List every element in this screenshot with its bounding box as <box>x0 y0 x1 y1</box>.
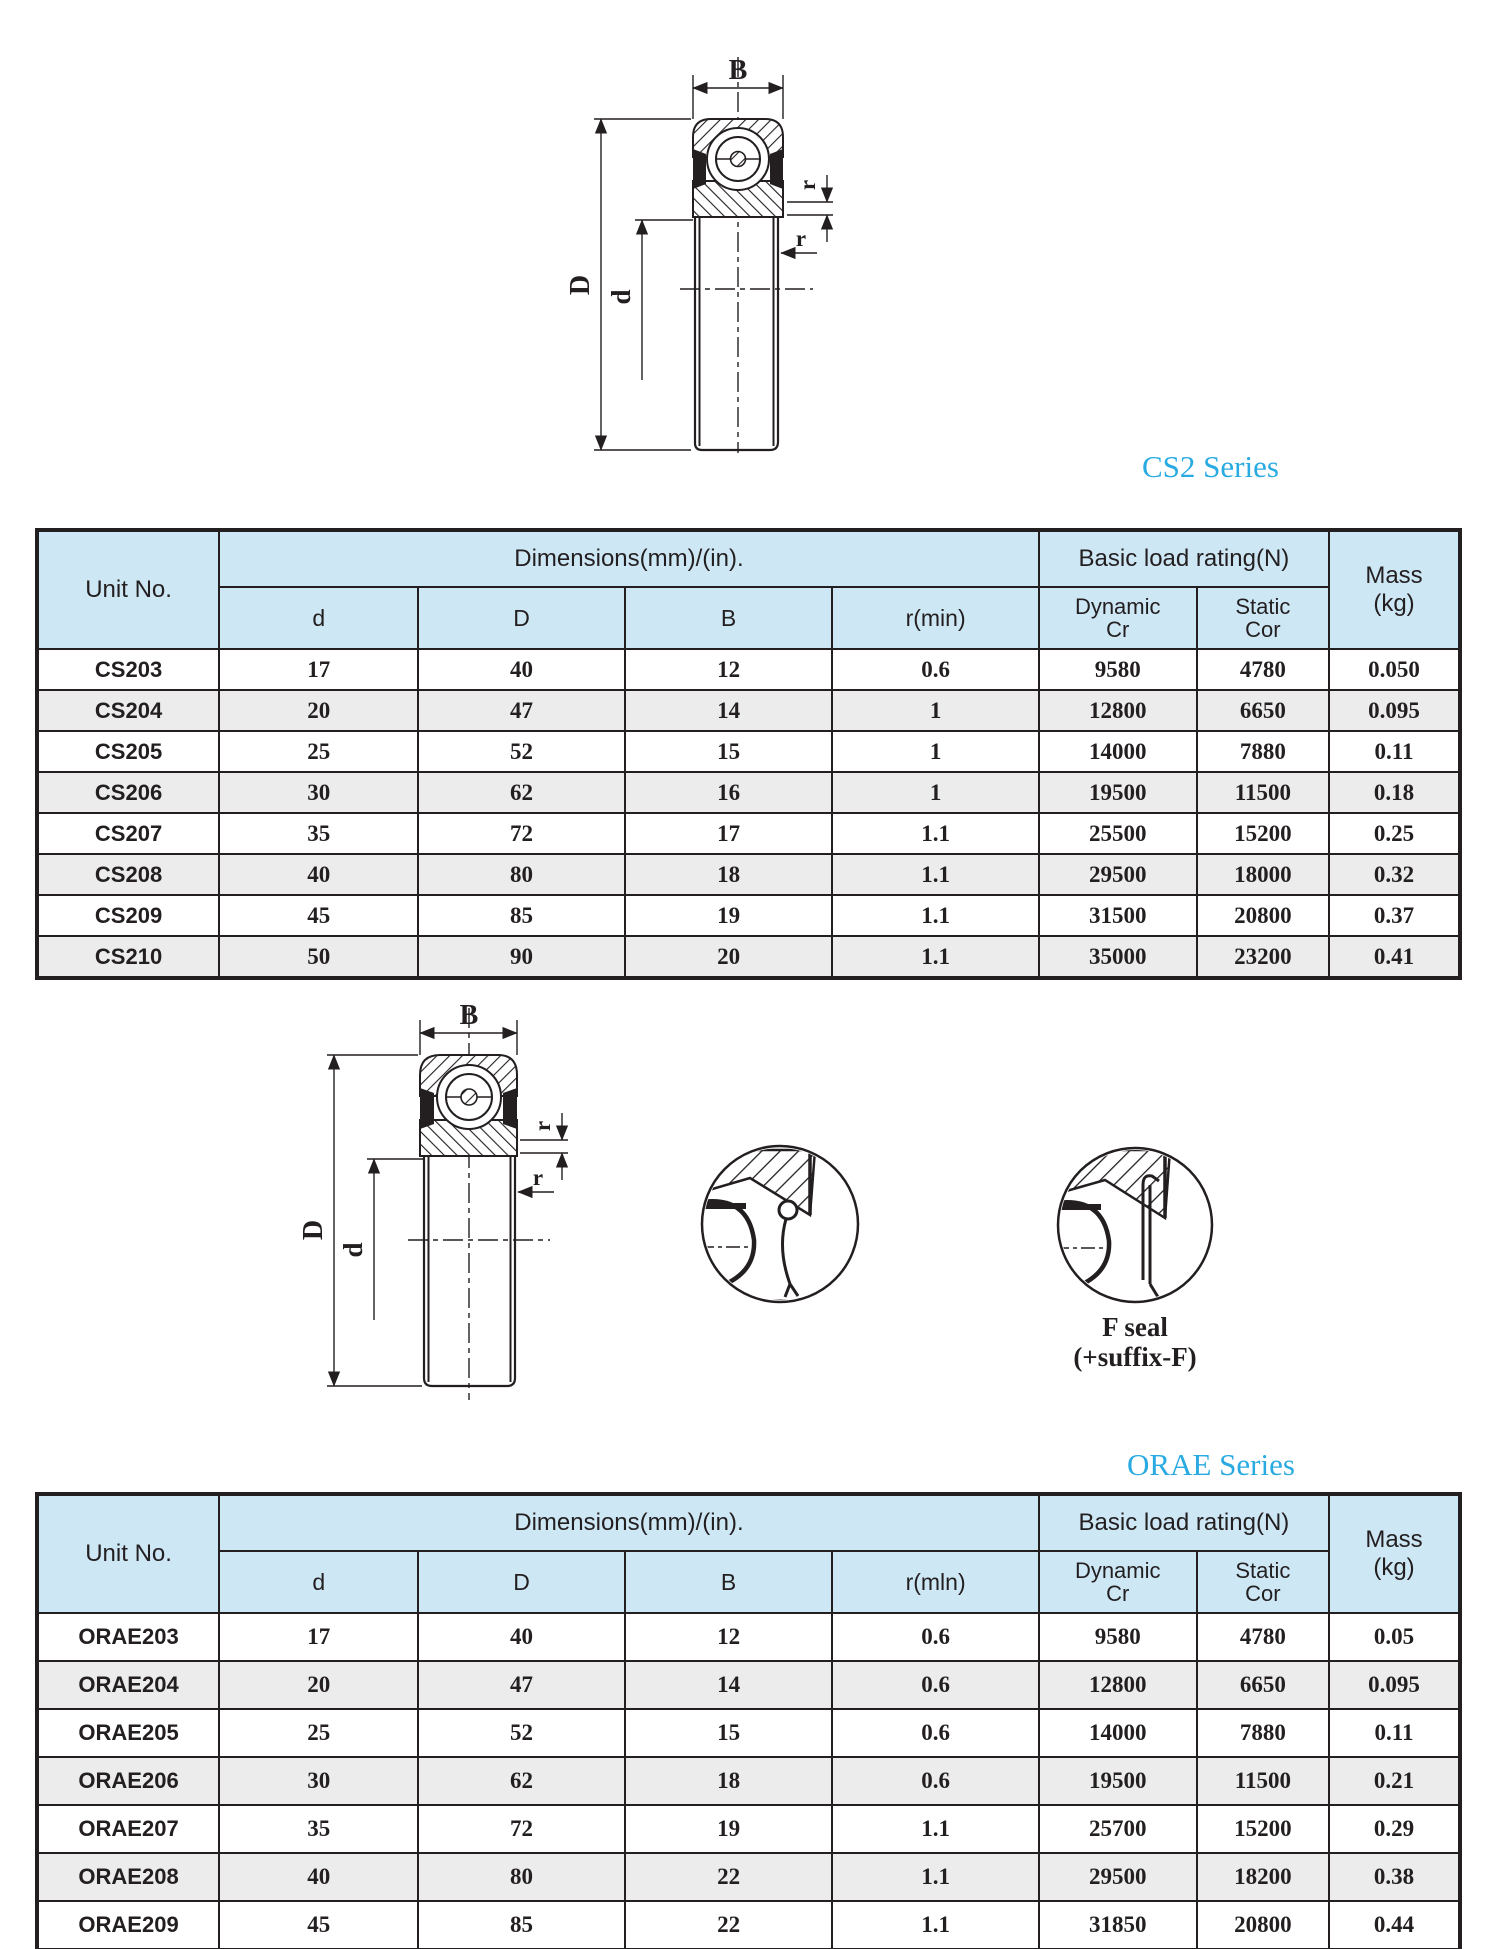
cs2-table-body <box>37 649 1460 978</box>
unit-no-cell: ORAE204 <box>37 1661 219 1709</box>
value-cell: 12 <box>625 1613 833 1661</box>
value-cell: 22 <box>625 1853 833 1901</box>
value-cell: 20 <box>219 1661 418 1709</box>
value-cell: 0.44 <box>1329 1901 1460 1949</box>
col-header-load-rating: Basic load rating(N) <box>1039 1494 1329 1551</box>
value-cell: 1.1 <box>832 1805 1038 1853</box>
value-cell: 45 <box>219 895 418 936</box>
value-cell: 25 <box>219 1709 418 1757</box>
value-cell: 80 <box>418 1853 624 1901</box>
value-cell: 31850 <box>1039 1901 1197 1949</box>
value-cell: 0.11 <box>1329 1709 1460 1757</box>
value-cell: 0.38 <box>1329 1853 1460 1901</box>
orae-series-title: ORAE Series <box>1127 1447 1295 1482</box>
table-row <box>37 1613 1460 1661</box>
value-cell: 40 <box>418 649 624 690</box>
value-cell: 47 <box>418 690 624 731</box>
unit-no-cell: CS209 <box>37 895 219 936</box>
value-cell: 80 <box>418 854 624 895</box>
col-header-dimensions: Dimensions(mm)/(in). <box>219 530 1039 587</box>
value-cell: 20800 <box>1197 1901 1329 1949</box>
value-cell: 1.1 <box>832 895 1038 936</box>
value-cell: 85 <box>418 1901 624 1949</box>
value-cell: 0.05 <box>1329 1613 1460 1661</box>
col-header-B: B <box>625 1551 833 1613</box>
mass-unit-label: (kg) <box>1373 590 1415 617</box>
value-cell: 29500 <box>1039 854 1197 895</box>
unit-no-cell: CS205 <box>37 731 219 772</box>
value-cell: 18 <box>625 1757 833 1805</box>
value-cell: 0.32 <box>1329 854 1460 895</box>
value-cell: 9580 <box>1039 1613 1197 1661</box>
col-header-unit-no: Unit No. <box>37 530 219 649</box>
unit-no-cell: CS208 <box>37 854 219 895</box>
cs2-table <box>35 528 1462 980</box>
value-cell: 47 <box>418 1661 624 1709</box>
orae-table-body <box>37 1613 1460 1949</box>
value-cell: 19 <box>625 895 833 936</box>
dim-label-B: B <box>728 55 748 86</box>
value-cell: 1.1 <box>832 1901 1038 1949</box>
ball-center <box>731 152 746 167</box>
value-cell: 19 <box>625 1805 833 1853</box>
value-cell: 9580 <box>1039 649 1197 690</box>
col-header-load-rating: Basic load rating(N) <box>1039 530 1329 587</box>
value-cell: 52 <box>418 731 624 772</box>
value-cell: 0.6 <box>832 649 1038 690</box>
value-cell: 19500 <box>1039 1757 1197 1805</box>
value-cell: 17 <box>625 813 833 854</box>
value-cell: 14000 <box>1039 1709 1197 1757</box>
cor-label: Cor <box>1245 1581 1281 1606</box>
value-cell: 18200 <box>1197 1853 1329 1901</box>
shaft-section <box>702 1305 860 1323</box>
static-label: Static <box>1235 593 1291 619</box>
unit-no-cell: ORAE209 <box>37 1901 219 1949</box>
value-cell: 50 <box>219 936 418 978</box>
table-row <box>37 895 1460 936</box>
seal-right <box>770 149 783 189</box>
value-cell: 90 <box>418 936 624 978</box>
col-header-static-cor <box>1197 1551 1329 1613</box>
cor-label: Cor <box>1245 617 1281 642</box>
value-cell: 0.11 <box>1329 731 1460 772</box>
value-cell: 19500 <box>1039 772 1197 813</box>
unit-no-cell: ORAE206 <box>37 1757 219 1805</box>
ball-center <box>461 1089 477 1105</box>
value-cell: 0.29 <box>1329 1805 1460 1853</box>
table-row <box>37 1901 1460 1949</box>
col-header-dynamic-cr <box>1039 1551 1197 1613</box>
table-row <box>37 854 1460 895</box>
cr-label: Cr <box>1106 617 1130 642</box>
dim-label-r2: r <box>795 226 807 251</box>
value-cell: 30 <box>219 1757 418 1805</box>
value-cell: 52 <box>418 1709 624 1757</box>
unit-no-cell: ORAE207 <box>37 1805 219 1853</box>
table-row <box>37 649 1460 690</box>
col-header-unit-no: Unit No. <box>37 1494 219 1613</box>
value-cell: 1.1 <box>832 813 1038 854</box>
value-cell: 62 <box>418 772 624 813</box>
seal-left <box>693 149 706 189</box>
table-row <box>37 1757 1460 1805</box>
value-cell: 30 <box>219 772 418 813</box>
value-cell: 1.1 <box>832 936 1038 978</box>
value-cell: 17 <box>219 649 418 690</box>
value-cell: 14 <box>625 1661 833 1709</box>
value-cell: 18000 <box>1197 854 1329 895</box>
unit-no-cell: ORAE203 <box>37 1613 219 1661</box>
value-cell: 6650 <box>1197 1661 1329 1709</box>
col-header-dimensions: Dimensions(mm)/(in). <box>219 1494 1039 1551</box>
value-cell: 45 <box>219 1901 418 1949</box>
mass-label: Mass <box>1365 562 1423 590</box>
dim-label-d: d <box>338 1242 368 1258</box>
dim-label-r1: r <box>530 1120 555 1132</box>
mass-unit-label: (kg) <box>1373 1554 1415 1581</box>
seal-lip-curl <box>779 1201 797 1219</box>
value-cell: 4780 <box>1197 649 1329 690</box>
value-cell: 0.21 <box>1329 1757 1460 1805</box>
value-cell: 40 <box>418 1613 624 1661</box>
value-cell: 40 <box>219 1853 418 1901</box>
f-seal-detail-circle <box>1055 1148 1212 1324</box>
value-cell: 15200 <box>1197 1805 1329 1853</box>
col-header-mass <box>1329 530 1460 649</box>
col-header-r-min: r(mln) <box>832 1551 1038 1613</box>
static-label: Static <box>1235 1557 1291 1583</box>
table-row <box>37 1661 1460 1709</box>
unit-no-cell: CS204 <box>37 690 219 731</box>
col-header-static-cor <box>1197 587 1329 649</box>
value-cell: 0.37 <box>1329 895 1460 936</box>
value-cell: 35000 <box>1039 936 1197 978</box>
value-cell: 20 <box>625 936 833 978</box>
value-cell: 14 <box>625 690 833 731</box>
value-cell: 62 <box>418 1757 624 1805</box>
value-cell: 7880 <box>1197 731 1329 772</box>
value-cell: 11500 <box>1197 772 1329 813</box>
dim-label-D: D <box>298 1219 329 1241</box>
value-cell: 12800 <box>1039 690 1197 731</box>
value-cell: 1.1 <box>832 1853 1038 1901</box>
value-cell: 25 <box>219 731 418 772</box>
col-header-B: B <box>625 587 833 649</box>
value-cell: 6650 <box>1197 690 1329 731</box>
col-header-d: d <box>219 1551 418 1613</box>
value-cell: 1 <box>832 731 1038 772</box>
value-cell: 1 <box>832 690 1038 731</box>
value-cell: 14000 <box>1039 731 1197 772</box>
col-header-D: D <box>418 587 624 649</box>
value-cell: 0.41 <box>1329 936 1460 978</box>
value-cell: 20800 <box>1197 895 1329 936</box>
dim-label-r2: r <box>532 1165 544 1190</box>
dim-label-B: B <box>459 1000 479 1031</box>
unit-no-cell: CS206 <box>37 772 219 813</box>
value-cell: 85 <box>418 895 624 936</box>
table-row <box>37 1709 1460 1757</box>
table-row <box>37 690 1460 731</box>
unit-no-cell: ORAE208 <box>37 1853 219 1901</box>
unit-no-cell: CS203 <box>37 649 219 690</box>
value-cell: 20 <box>219 690 418 731</box>
orae-bearing-drawing <box>250 1000 1220 1420</box>
col-header-D: D <box>418 1551 624 1613</box>
value-cell: 22 <box>625 1901 833 1949</box>
col-header-dynamic-cr <box>1039 587 1197 649</box>
value-cell: 35 <box>219 1805 418 1853</box>
value-cell: 18 <box>625 854 833 895</box>
f-seal-label: F seal <box>1102 1312 1168 1342</box>
bearing-cross-section <box>594 57 833 453</box>
table-row <box>37 813 1460 854</box>
table-row <box>37 1853 1460 1901</box>
unit-no-cell: CS207 <box>37 813 219 854</box>
value-cell: 12800 <box>1039 1661 1197 1709</box>
f-seal-suffix-label: (+suffix-F) <box>1073 1342 1197 1372</box>
dim-label-d: d <box>606 289 636 305</box>
value-cell: 16 <box>625 772 833 813</box>
value-cell: 0.095 <box>1329 1661 1460 1709</box>
value-cell: 0.050 <box>1329 649 1460 690</box>
col-header-mass <box>1329 1494 1460 1613</box>
value-cell: 0.6 <box>832 1661 1038 1709</box>
value-cell: 15 <box>625 731 833 772</box>
value-cell: 72 <box>418 1805 624 1853</box>
dynamic-label: Dynamic <box>1074 593 1161 619</box>
table-row <box>37 936 1460 978</box>
dim-label-r1: r <box>795 179 820 191</box>
orae-table <box>35 1492 1462 1949</box>
value-cell: 1.1 <box>832 854 1038 895</box>
value-cell: 23200 <box>1197 936 1329 978</box>
seal-right <box>503 1088 517 1129</box>
value-cell: 40 <box>219 854 418 895</box>
value-cell: 0.6 <box>832 1709 1038 1757</box>
dynamic-label: Dynamic <box>1074 1557 1161 1583</box>
cr-label: Cr <box>1106 1581 1130 1606</box>
value-cell: 0.18 <box>1329 772 1460 813</box>
value-cell: 72 <box>418 813 624 854</box>
seal-left <box>420 1088 434 1129</box>
seal-detail-circle <box>700 1146 860 1323</box>
table-row <box>37 1805 1460 1853</box>
dim-label-D: D <box>565 274 596 296</box>
value-cell: 11500 <box>1197 1757 1329 1805</box>
value-cell: 25500 <box>1039 813 1197 854</box>
value-cell: 15200 <box>1197 813 1329 854</box>
value-cell: 0.095 <box>1329 690 1460 731</box>
value-cell: 0.6 <box>832 1757 1038 1805</box>
value-cell: 7880 <box>1197 1709 1329 1757</box>
value-cell: 35 <box>219 813 418 854</box>
unit-no-cell: CS210 <box>37 936 219 978</box>
value-cell: 15 <box>625 1709 833 1757</box>
cs2-series-title: CS2 Series <box>1142 449 1279 484</box>
col-header-d: d <box>219 587 418 649</box>
cs2-bearing-drawing <box>565 45 870 465</box>
unit-no-cell: ORAE205 <box>37 1709 219 1757</box>
table-row <box>37 731 1460 772</box>
mass-label: Mass <box>1365 1526 1423 1554</box>
value-cell: 0.6 <box>832 1613 1038 1661</box>
value-cell: 29500 <box>1039 1853 1197 1901</box>
value-cell: 31500 <box>1039 895 1197 936</box>
bearing-cross-section <box>327 1008 568 1400</box>
value-cell: 4780 <box>1197 1613 1329 1661</box>
value-cell: 1 <box>832 772 1038 813</box>
sleeve <box>695 217 778 450</box>
dimension-d <box>635 220 693 380</box>
col-header-r-min: r(min) <box>832 587 1038 649</box>
value-cell: 12 <box>625 649 833 690</box>
value-cell: 17 <box>219 1613 418 1661</box>
value-cell: 25700 <box>1039 1805 1197 1853</box>
table-row <box>37 772 1460 813</box>
value-cell: 0.25 <box>1329 813 1460 854</box>
